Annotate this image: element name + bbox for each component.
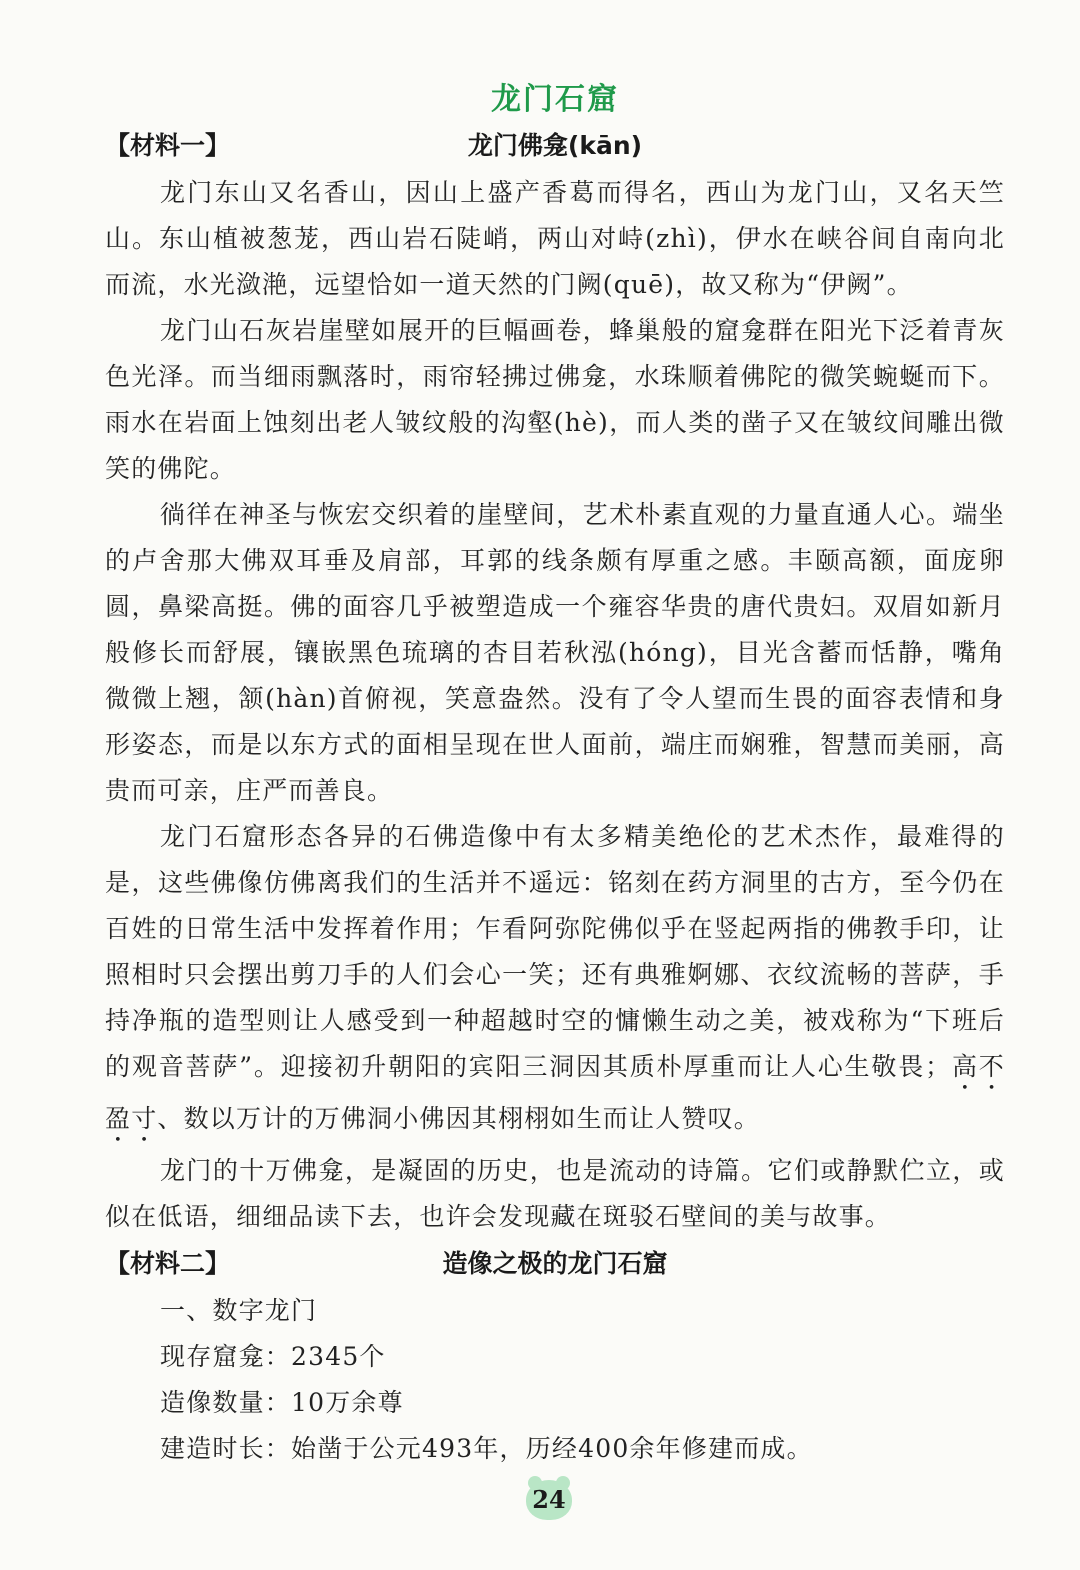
paragraph-4-part-b: 、数以万计的万佛洞小佛因其栩栩如生而让人赞叹。 [157, 1104, 761, 1133]
paragraph-5: 龙门的十万佛龛，是凝固的历史，也是流动的诗篇。它们或静默伫立，或似在低语，细细品读下去，也许会发现藏在斑驳石壁间的美与故事。 [105, 1156, 1005, 1231]
material-two-subtitle: 造像之极的龙门石窟 [442, 1249, 668, 1278]
paragraph-4 [105, 814, 1005, 1148]
page-number-badge [526, 1476, 572, 1522]
document-page [105, 78, 1005, 1472]
fact-item: 建造时长：始凿于公元493年，历经400余年修建而成。 [160, 1434, 813, 1463]
section-heading: 一、数字龙门 [160, 1296, 318, 1325]
emphasized-phrase: 高不盈寸 [105, 1052, 1005, 1133]
paragraph-3: 徜徉在神圣与恢宏交织着的崖壁间，艺术朴素直观的力量直通人心。端坐的卢舍那大佛双耳垂及肩部，耳郭的线条颇有厚重之感。丰颐高额，面庞卵圆，鼻梁高挺。佛的面容几乎被塑造成一个雍容华贵的唐代贵妇。双眉如新月般修长而舒展，镶嵌黑色琉璃的杏目若秋泓(hóng)，目光含蓄而恬静，嘴角微微上翘，颔(hàn)首俯视，笑意盎然。没有了令人望而生畏的面容表情和身形姿态，而是以东方式的面相呈现在世人面前，端庄而娴雅，智慧而美丽，高贵而可亲，庄严而善良。 [105, 500, 1005, 805]
material-one-header [105, 122, 1005, 170]
material-one-label: 【材料一】 [105, 131, 231, 160]
document-title: 龙门石窟 [491, 82, 619, 117]
material-one-subtitle: 龙门佛龛(kān) [467, 131, 643, 160]
page-number: 24 [532, 1485, 566, 1514]
paragraph-4-part-a: 龙门石窟形态各异的石佛造像中有太多精美绝伦的艺术杰作，最难得的是，这些佛像仿佛离我们的生活并不遥远：铭刻在药方洞里的古方，至今仍在百姓的日常生活中发挥着作用；乍看阿弥陀佛似乎在竖起两指的佛教手印，让照相时只会摆出剪刀手的人们会心一笑；还有典雅婀娜、衣纹流畅的菩萨，手持净瓶的造型则让人感受到一种超越时空的慵懒生动之美，被戏称为“下班后的观音菩萨”。迎接初升朝阳的宾阳三洞因其质朴厚重而让人心生敬畏； [105, 822, 1005, 1081]
material-two-header [105, 1240, 1005, 1288]
paragraph-2: 龙门山石灰岩崖壁如展开的巨幅画卷，蜂巢般的窟龛群在阳光下泛着青灰色光泽。而当细雨飘落时，雨帘轻拂过佛龛，水珠顺着佛陀的微笑蜿蜒而下。雨水在岩面上蚀刻出老人皱纹般的沟壑(hè)，而人类的凿子又在皱纹间雕出微笑的佛陀。 [105, 316, 1005, 483]
fact-item: 现存窟龛：2345个 [160, 1342, 386, 1371]
paragraph-1: 龙门东山又名香山，因山上盛产香葛而得名，西山为龙门山，又名天竺山。东山植被葱茏，西山岩石陡峭，两山对峙(zhì)，伊水在峡谷间自南向北而流，水光潋滟，远望恰如一道天然的门阙(quē)，故又称为“伊阙”。 [105, 178, 1005, 299]
material-two-label: 【材料二】 [105, 1249, 231, 1278]
fact-item: 造像数量：10万余尊 [160, 1388, 404, 1417]
